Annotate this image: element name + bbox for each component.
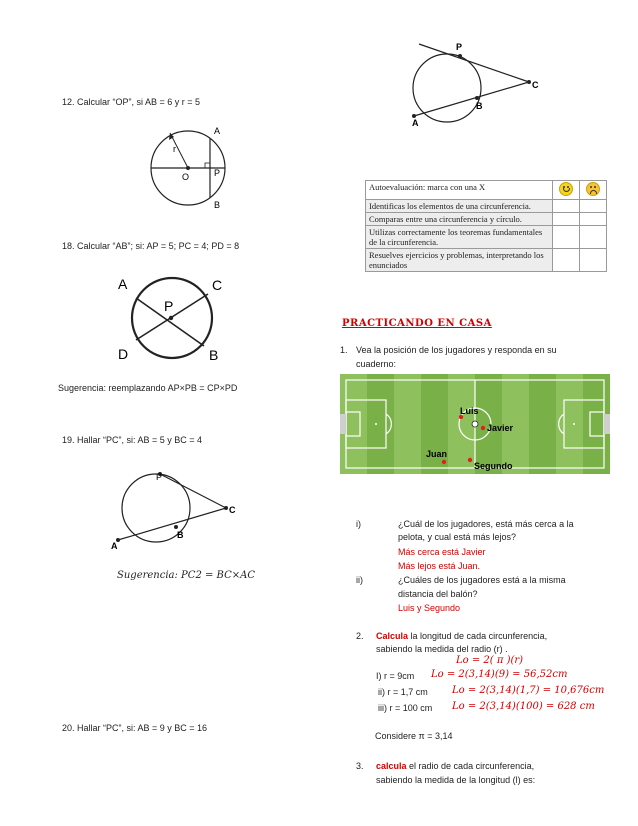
label-p: P <box>456 42 463 52</box>
player-segundo: Segundo <box>474 461 513 471</box>
problem-2-line2: sabiendo la medida del radio (r) . <box>376 644 508 654</box>
label-p: P <box>156 472 163 482</box>
player-juan-dot <box>442 460 446 464</box>
problem-3-line2: sabiendo la medida de la longitud (l) es: <box>376 775 536 785</box>
label-a: A <box>111 541 118 551</box>
question-12: 12. Calcular “OP”, si AB = 6 y r = 5 <box>62 97 201 107</box>
problem-1-number: 1. <box>340 345 348 355</box>
table-row: Utilizas correctamente los teoremas fundamentales de la circunferencia. <box>366 226 607 249</box>
question-19: 19. Hallar “PC”, si: AB = 5 y BC = 4 <box>62 435 203 445</box>
case-iii-calc: Lo = 2(3,14)(100) = 628 cm <box>452 701 595 712</box>
checkbox-cell[interactable] <box>553 226 580 249</box>
problem-1-line2: cuaderno: <box>356 359 397 369</box>
table-row: Identificas los elementos de una circunferencia. <box>366 200 607 213</box>
case-i-label: I) r = 9cm <box>376 671 415 681</box>
label-b: B <box>476 101 483 111</box>
case-i-calc: Lo = 2(3,14)(9) = 56,52cm <box>431 669 568 680</box>
problem-2-keyword: Calcula <box>376 631 409 641</box>
checkbox-cell[interactable] <box>580 200 607 213</box>
sub-ii-question-1: ¿Cuáles de los jugadores está a la misma <box>398 575 566 585</box>
sub-i-label: i) <box>356 519 361 529</box>
self-assessment-table <box>365 180 607 272</box>
checkbox-cell[interactable] <box>553 200 580 213</box>
label-c: C <box>532 80 539 90</box>
label-o: O <box>182 172 190 182</box>
table-row: Comparas entre una circunferencia y círculo. <box>366 213 607 226</box>
label-r: r <box>173 144 176 154</box>
checkbox-cell[interactable] <box>580 249 607 272</box>
label-b: B <box>214 200 221 210</box>
figure-secant-tangent <box>404 38 554 128</box>
hint-18: Sugerencia: reemplazando AP×PB = CP×PD <box>58 383 238 393</box>
label-c: C <box>212 277 223 293</box>
checkbox-cell[interactable] <box>580 226 607 249</box>
player-luis: Luis <box>460 406 479 416</box>
problem-3-keyword: calcula <box>376 761 407 771</box>
sub-i-answer-1: Más cerca está Javier <box>398 547 486 557</box>
figure-q19-circle <box>108 470 248 555</box>
question-20: 20. Hallar “PC”, si: AB = 9 y BC = 16 <box>62 723 208 733</box>
label-a: A <box>118 276 128 292</box>
consider-pi: Considere π = 3,14 <box>375 731 453 741</box>
checkbox-cell[interactable] <box>553 249 580 272</box>
section-title: PRACTICANDO EN CASA <box>342 318 492 329</box>
player-juan: Juan <box>426 449 448 459</box>
ball-icon <box>472 421 478 427</box>
player-javier: Javier <box>487 423 514 433</box>
problem-1-line1: Vea la posición de los jugadores y responda en su <box>356 345 557 355</box>
soccer-field <box>340 374 610 474</box>
label-a: A <box>412 118 419 128</box>
label-p: P <box>164 298 174 314</box>
table-header-row <box>366 181 607 200</box>
figure-q12-circle <box>140 118 250 218</box>
problem-2-number: 2. <box>356 631 364 641</box>
label-b: B <box>209 347 219 363</box>
hint-19: Sugerencia: PC2 = BC×AC <box>117 570 255 581</box>
sad-face-icon <box>586 182 600 196</box>
checkbox-cell[interactable] <box>580 213 607 226</box>
sub-ii-question-2: distancia del balón? <box>398 589 478 599</box>
sub-i-question-1: ¿Cuál de los jugadores, está más cerca a la <box>398 519 574 529</box>
sub-ii-label: ii) <box>356 575 363 585</box>
player-segundo-dot <box>468 458 472 462</box>
case-ii-calc: Lo = 2(3,14)(1,7) = 10,676cm <box>452 685 605 696</box>
table-row: Resuelves ejercicios y problemas, interpretando los enunciados <box>366 249 607 272</box>
problem-3-line1: calcula el radio de cada circunferencia, <box>376 761 535 771</box>
problem-3-number: 3. <box>356 761 364 771</box>
table-header: Autoevaluación: marca con una X <box>366 181 553 200</box>
label-p: P <box>214 168 221 178</box>
figure-q18-circle <box>112 270 242 370</box>
player-javier-dot <box>481 426 485 430</box>
label-d: D <box>118 346 129 362</box>
label-b: B <box>177 530 184 540</box>
case-iii-label: iii) r = 100 cm <box>378 703 433 713</box>
center-o <box>186 166 190 170</box>
formula: Lo = 2( π )(r) <box>456 655 524 666</box>
happy-face-icon <box>559 182 573 196</box>
sub-ii-answer: Luis y Segundo <box>398 603 461 613</box>
case-ii-label: ii) r = 1,7 cm <box>378 687 428 697</box>
sub-i-question-2: pelota, y cual está más lejos? <box>398 532 517 542</box>
sub-i-answer-2: Más lejos está Juan. <box>398 561 481 571</box>
problem-2-line1: Calcula la longitud de cada circunferencia, <box>376 631 548 641</box>
label-c: C <box>229 505 236 515</box>
checkbox-cell[interactable] <box>553 213 580 226</box>
question-18: 18. Calcular “AB”; si: AP = 5; PC = 4; PD = 8 <box>62 241 240 251</box>
label-a: A <box>214 126 221 136</box>
